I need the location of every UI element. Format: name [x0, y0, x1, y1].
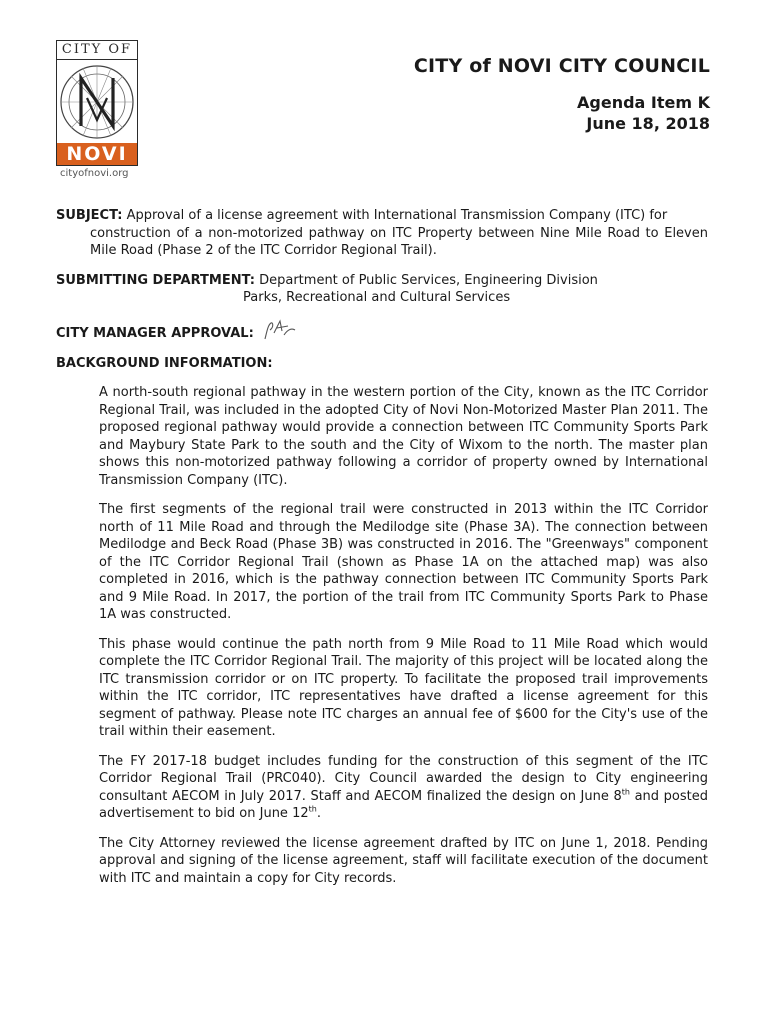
- p4-superscript-1: th: [621, 787, 630, 797]
- logo-emblem-icon: [57, 60, 137, 144]
- logo-name-band: NOVI: [57, 143, 137, 165]
- background-label: BACKGROUND INFORMATION:: [56, 355, 273, 371]
- agenda-item: Agenda Item K: [577, 93, 710, 112]
- p4-superscript-2: th: [308, 804, 317, 814]
- subject-text-line1: Approval of a license agreement with International Transmission Company (ITC) for: [126, 208, 668, 223]
- background-paragraph-4: [99, 753, 708, 823]
- background-paragraph-5: The City Attorney reviewed the license agreement drafted by ITC on June 1, 2018. Pending approval and signing of the license agreement, staff will facilitate execution of the document with ITC and maintain a copy for City records.: [99, 835, 708, 886]
- document-header: [414, 55, 710, 133]
- department-section: [56, 272, 708, 307]
- approval-label: CITY MANAGER APPROVAL:: [56, 325, 254, 341]
- council-title: CITY of NOVI CITY COUNCIL: [413, 55, 710, 77]
- approval-section: [56, 319, 708, 343]
- p4-text-b: and posted advertisement to bid on June 12: [99, 788, 708, 821]
- logo-top-text: CITY OF: [57, 41, 137, 60]
- background-paragraph-1: A north-south regional pathway in the western portion of the City, known as the ITC Corridor Regional Trail, was included in the adopted City of Novi Non-Motorized Master Plan 2011. The proposed regional pathway would provide a connection between ITC Community Sports Park and Maybury State Park to the south and the City of Wixom to the north. The master plan shows this non-motorized pathway following a corridor of property owned by International Transmission Company (ITC).: [99, 385, 708, 488]
- department-line2: Parks, Recreational and Cultural Services: [243, 290, 511, 305]
- logo-frame: [56, 40, 138, 166]
- background-paragraph-3: This phase would continue the path north from 9 Mile Road to 11 Mile Road which would complete the ITC Corridor Regional Trail. The majority of this project will be located along the ITC transmission corridor or on ITC property. To facilitate the proposed trail improvements within the ITC corridor, ITC representatives have drafted a license agreement for this segment of pathway. Please note ITC charges an annual fee of $600 for the City's use of the trail within their easement.: [99, 636, 708, 739]
- meeting-date: June 18, 2018: [586, 114, 710, 133]
- logo-url: cityofnovi.org: [60, 168, 129, 179]
- city-logo: [56, 40, 138, 179]
- subject-section: [56, 207, 708, 260]
- subject-label: SUBJECT:: [56, 208, 123, 223]
- p4-text-c: .: [316, 806, 321, 821]
- document-body: [56, 207, 708, 887]
- background-paragraph-2: The first segments of the regional trail were constructed in 2013 within the ITC Corridor north of 11 Mile Road and through the Medilodge site (Phase 3A). The connection between Medilodge and Beck Road (Phase 3B) was constructed in 2016. The "Greenways" component of the ITC Corridor Regional Trail (shown as Phase 1A on the attached map) was also completed in 2016, which is the pathway connection between ITC Community Sports Park and 9 Mile Road. In 2017, the portion of the trail from ITC Community Sports Park to Phase 1A was constructed.: [99, 502, 708, 622]
- manager-signature-icon: [262, 319, 298, 343]
- subject-text-rest: construction of a non-motorized pathway on ITC Property between Nine Mile Road to Eleven Mile Road (Phase 2 of the ITC Corridor Regional Trail).: [90, 225, 708, 258]
- p4-text-a: The FY 2017-18 budget includes funding for the construction of this segment of the ITC Corridor Regional Trail (PRC040). City Council awarded the design to City engineering consultant AECOM in July 2017. Staff and AECOM finalized the design on June 8: [99, 753, 708, 804]
- department-line1: Department of Public Services, Engineering Division: [259, 272, 598, 288]
- department-label: SUBMITTING DEPARTMENT:: [56, 272, 255, 288]
